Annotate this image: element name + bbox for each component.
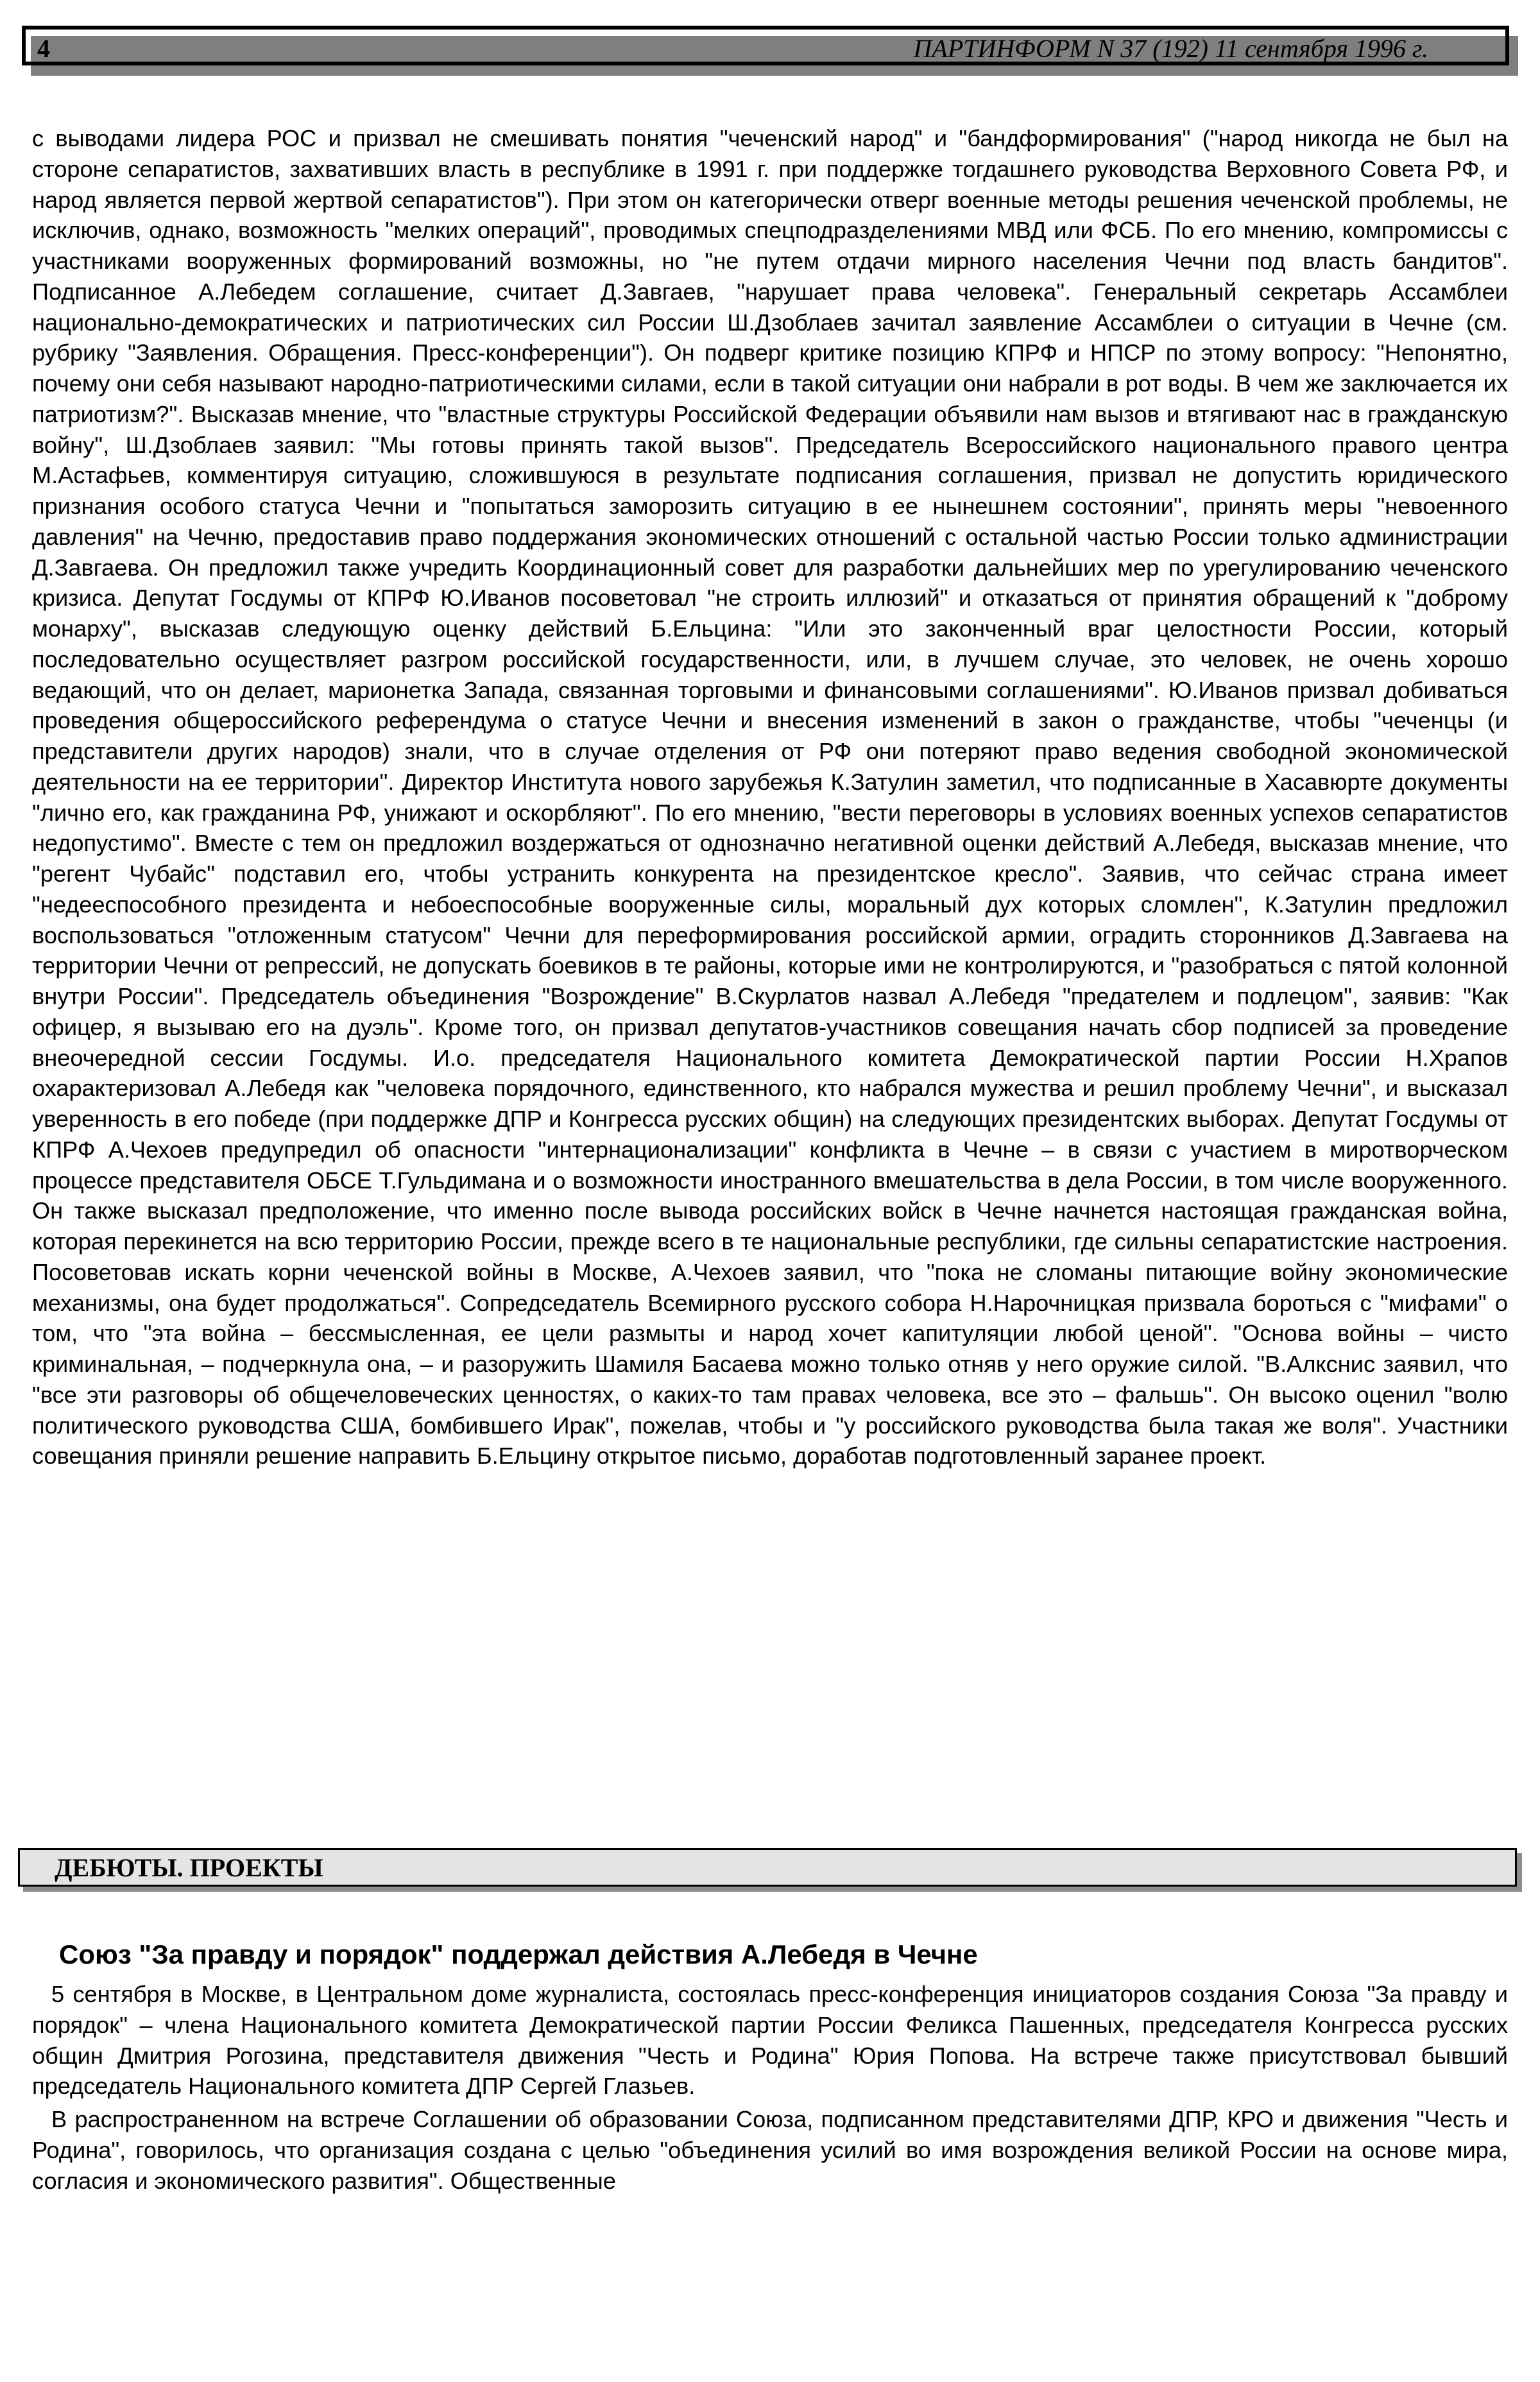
issue-line: ПАРТИНФОРМ N 37 (192) 11 сентября 1996 г.: [913, 34, 1428, 63]
article-title: Союз "За правду и порядок" поддержал действия А.Лебедя в Чечне: [59, 1939, 978, 1969]
section-band: [18, 1848, 1517, 1887]
page-header: [22, 26, 1509, 65]
article-paragraph: 5 сентября в Москве, в Центральном доме журналиста, состоялась пресс-конференция инициаторов создания Союза "За правду и порядок" – члена Национального комитета Демократической партии России Феликса Пашенных, председателя Конгресса русских общин Дмитрия Рогозина, представителя движения "Честь и Родина" Юрия Попова. На встрече также присутствовал бывший председатель Национального комитета ДПР Сергей Глазьев.: [32, 1981, 1508, 2100]
article-paragraph: В распространенном на встрече Соглашении об образовании Союза, подписанном представителями ДПР, КРО и движения "Честь и Родина", говорилось, что организация создана с целью "объединения усилий во имя возрождения великой России на основе мира, согласия и экономического развития". Общественные: [32, 2106, 1508, 2194]
article-body-paragraph: с выводами лидера РОС и призвал не смешивать понятия "чеченский народ" и "бандформирования" ("народ никогда не был на стороне сепаратистов, захвативших власть в республике в 1991 г. при поддержке тогдашнего руководства Верховного Совета РФ, и народ является первой жертвой сепаратистов"). При этом он категорически отверг военные методы решения чеченской проблемы, не исключив, однако, возможность "мелких операций", проводимых спецподразделениями МВД или ФСБ. По его мнению, компромиссы с участниками вооруженных формирований возможны, но "не путем отдачи мирного населения Чечни под власть бандитов". Подписанное А.Лебедем соглашение, считает Д.Завгаев, "нарушает права человека". Генеральный секретарь Ассамблеи национально-демократических и патриотических сил России Ш.Дзоблаев зачитал заявление Ассамблеи о ситуации в Чечне (см. рубрику "Заявления. Обращения. Пресс-конференции"). Он подверг критике позицию КПРФ и НПСР по этому вопросу: "Непонятно, почему они себя называют народно-патриотическими силами, если в такой ситуации они набрали в рот воды. В чем же заключается их патриотизм?". Высказав мнение, что "властные структуры Российской Федерации объявили нам вызов и втягивают нас в гражданскую войну", Ш.Дзоблаев заявил: "Мы готовы принять такой вызов". Председатель Всероссийского национального правого центра М.Астафьев, комментируя ситуацию, сложившуюся в результате подписания соглашения, призвал не допустить юридического признания особого статуса Чечни и "попытаться заморозить ситуацию в ее нынешнем состоянии", принять меры "невоенного давления" на Чечню, предоставив право поддержания экономических отношений с остальной частью России только администрации Д.Завгаева. Он предложил также учредить Координационный совет для разработки дальнейших мер по урегулированию чеченского кризиса. Депутат Госдумы от КПРФ Ю.Иванов посоветовал "не строить иллюзий" и отказаться от принятия обращений к "доброму монарху", высказав следующую оценку действий Б.Ельцина: "Или это законченный враг целостности России, который последовательно осуществляет разгром российской государственности, или, в лучшем случае, это человек, не очень хорошо ведающий, что он делает, марионетка Запада, связанная торговыми и финансовыми соглашениями". Ю.Иванов призвал добиваться проведения общероссийского референдума о статусе Чечни и внесения изменений в закон о гражданстве, чтобы "чеченцы (и представители других народов) знали, что в случае отделения от РФ они потеряют право ведения свободной экономической деятельности на ее территории". Директор Института нового зарубежья К.Затулин заметил, что подписанные в Хасавюрте документы "лично его, как гражданина РФ, унижают и оскорбляют". По его мнению, "вести переговоры в условиях военных успехов сепаратистов недопустимо". Вместе с тем он предложил воздержаться от однозначно негативной оценки действий А.Лебедя, высказав мнение, что "регент Чубайс" подставил его, чтобы устранить конкурента на президентское кресло". Заявив, что сейчас страна имеет "недееспособного президента и небоеспособные вооруженные силы, моральный дух которых сломлен", К.Затулин предложил воспользоваться "отложенным статусом" Чечни для переформирования российской армии, оградить сторонников Д.Завгаева на территории Чечни от репрессий, не допускать боевиков в те районы, которые ими не контролируются, и "разобраться с пятой колонной внутри России". Председатель объединения "Возрождение" В.Скурлатов назвал А.Лебедя "предателем и подлецом", заявив: "Как офицер, я вызываю его на дуэль". Кроме того, он призвал депутатов-участников совещания начать сбор подписей за проведение внеочередной сессии Госдумы. И.о. председателя Национального комитета Демократической партии России Н.Храпов охарактеризовал А.Лебедя как "человека порядочного, единственного, кто набрался мужества и решил проблему Чечни", и высказал уверенность в его победе (при поддержке ДПР и Конгресса русских общин) на следующих президентских выборах. Депутат Госдумы от КПРФ А.Чехоев предупредил об опасности "интернационализации" конфликта в Чечне – в связи с участием в миротворческом процессе представителя ОБСЕ Т.Гульдимана и о возможности иностранного вмешательства в дела России, в том числе вооруженного. Он также высказал предположение, что именно после вывода российских войск в Чечне начнется настоящая гражданская война, которая перекинется на всю территорию России, прежде всего в те национальные республики, где сильны сепаратистские настроения. Посоветовав искать корни чеченской войны в Москве, А.Чехоев заявил, что "пока не сломаны питающие войну экономические механизмы, она будет продолжаться". Сопредседатель Всемирного русского собора Н.Нарочницкая призвала бороться с "мифами" о том, что "эта война – бессмысленная, ее цели размыты и народ хочет капитуляции любой ценой". "Основа войны – чисто криминальная, – подчеркнула она, – и разоружить Шамиля Басаева можно только отняв у него оружие силой. "В.Алкснис заявил, что "все эти разговоры об общечеловеческих ценностях, о каких-то там правах человека, все это – фальшь". Он высоко оценил "волю политического руководства США, бомбившего Ирак", пожелав, чтобы и "у российского руководства была такая же воля". Участники совещания приняли решение направить Б.Ельцину открытое письмо, доработав подготовленный заранее проект.: [32, 125, 1508, 1469]
continued-article: [32, 123, 1508, 1471]
article-body: [32, 1979, 1508, 2196]
section-title: ДЕБЮТЫ. ПРОЕКТЫ: [55, 1853, 323, 1882]
page-number: 4: [37, 34, 50, 63]
